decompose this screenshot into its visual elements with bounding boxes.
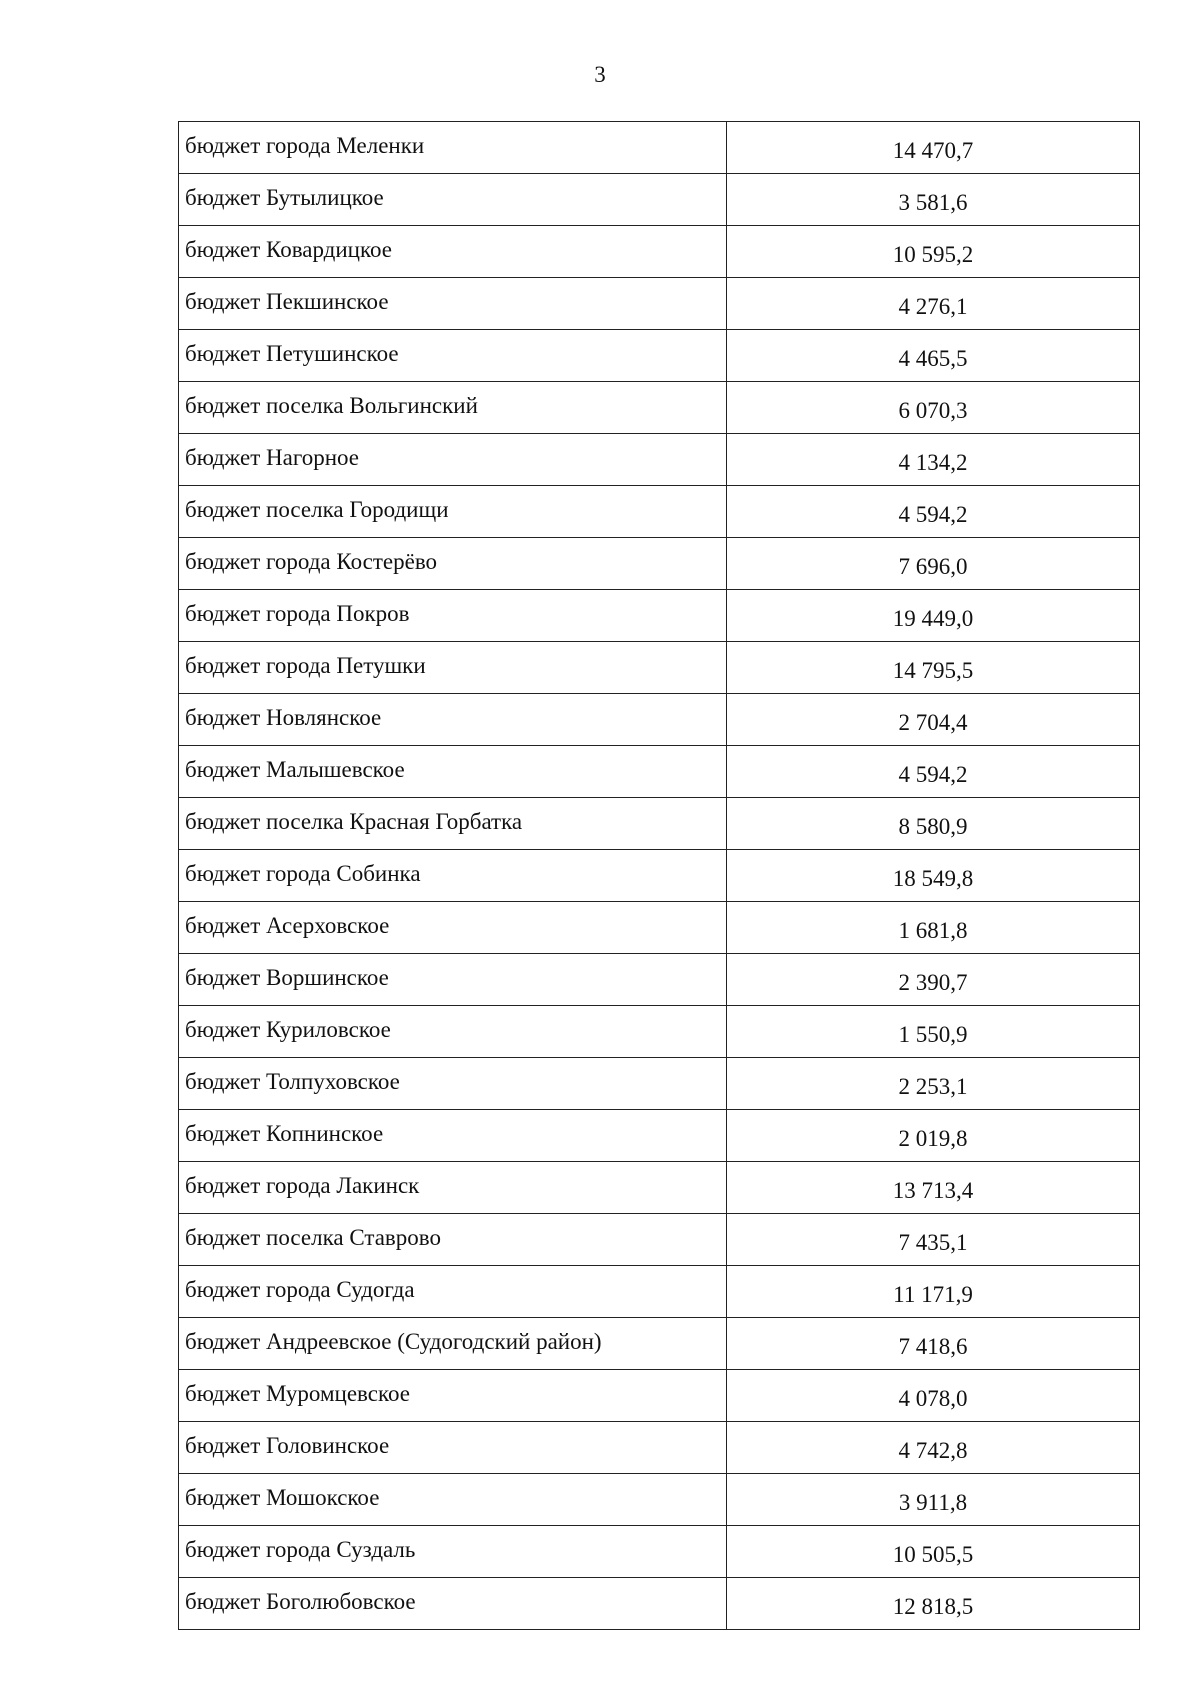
table-row: [179, 1318, 1140, 1370]
budget-name-cell: бюджет Нагорное: [179, 434, 727, 486]
table-row: [179, 1266, 1140, 1318]
budget-value-cell: 4 465,5: [727, 330, 1140, 382]
budget-name-cell: бюджет города Меленки: [179, 122, 727, 174]
table-row: [179, 850, 1140, 902]
budget-name-cell: бюджет Петушинское: [179, 330, 727, 382]
table-row: [179, 1370, 1140, 1422]
budget-name-cell: бюджет Головинское: [179, 1422, 727, 1474]
budget-value-cell: 18 549,8: [727, 850, 1140, 902]
budget-value-cell: 2 253,1: [727, 1058, 1140, 1110]
table-row: [179, 1006, 1140, 1058]
table-row: [179, 642, 1140, 694]
budget-value-cell: 7 418,6: [727, 1318, 1140, 1370]
budget-value-cell: 14 795,5: [727, 642, 1140, 694]
budget-name-cell: бюджет поселка Ставрово: [179, 1214, 727, 1266]
table-row: [179, 486, 1140, 538]
budget-name-cell: бюджет Боголюбовское: [179, 1578, 727, 1630]
budget-name-cell: бюджет Ковардицкое: [179, 226, 727, 278]
budget-value-cell: 13 713,4: [727, 1162, 1140, 1214]
budget-value-cell: 14 470,7: [727, 122, 1140, 174]
table-row: [179, 278, 1140, 330]
table-row: [179, 538, 1140, 590]
table-row: [179, 382, 1140, 434]
budget-value-cell: 7 696,0: [727, 538, 1140, 590]
budget-value-cell: 3 911,8: [727, 1474, 1140, 1526]
table-row: [179, 1058, 1140, 1110]
budget-name-cell: бюджет Пекшинское: [179, 278, 727, 330]
budget-name-cell: бюджет поселка Красная Горбатка: [179, 798, 727, 850]
table-row: [179, 226, 1140, 278]
budget-name-cell: бюджет Андреевское (Судогодский район): [179, 1318, 727, 1370]
table-row: [179, 798, 1140, 850]
budget-name-cell: бюджет города Суздаль: [179, 1526, 727, 1578]
budget-name-cell: бюджет Бутылицкое: [179, 174, 727, 226]
budget-name-cell: бюджет Толпуховское: [179, 1058, 727, 1110]
table-row: [179, 434, 1140, 486]
budget-value-cell: 6 070,3: [727, 382, 1140, 434]
budget-value-cell: 8 580,9: [727, 798, 1140, 850]
table-row: [179, 902, 1140, 954]
budget-value-cell: 19 449,0: [727, 590, 1140, 642]
budget-name-cell: бюджет поселка Городищи: [179, 486, 727, 538]
budget-value-cell: 4 742,8: [727, 1422, 1140, 1474]
table-row: [179, 1110, 1140, 1162]
table-row: [179, 954, 1140, 1006]
table-row: [179, 1526, 1140, 1578]
budget-table-body: [179, 122, 1140, 1630]
budget-name-cell: бюджет города Петушки: [179, 642, 727, 694]
budget-value-cell: 3 581,6: [727, 174, 1140, 226]
budget-name-cell: бюджет Куриловское: [179, 1006, 727, 1058]
page-number: 3: [594, 62, 606, 87]
table-row: [179, 1214, 1140, 1266]
budget-name-cell: бюджет Мошокское: [179, 1474, 727, 1526]
budget-name-cell: бюджет города Собинка: [179, 850, 727, 902]
budget-value-cell: 4 134,2: [727, 434, 1140, 486]
budget-name-cell: бюджет города Лакинск: [179, 1162, 727, 1214]
budget-value-cell: 4 276,1: [727, 278, 1140, 330]
table-row: [179, 330, 1140, 382]
table-row: [179, 746, 1140, 798]
table-row: [179, 1474, 1140, 1526]
budget-name-cell: бюджет города Костерёво: [179, 538, 727, 590]
budget-value-cell: 4 594,2: [727, 746, 1140, 798]
budget-name-cell: бюджет Копнинское: [179, 1110, 727, 1162]
budget-value-cell: 7 435,1: [727, 1214, 1140, 1266]
budget-value-cell: 1 681,8: [727, 902, 1140, 954]
table-row: [179, 122, 1140, 174]
budget-table: [178, 121, 1140, 1630]
budget-name-cell: бюджет Муромцевское: [179, 1370, 727, 1422]
budget-value-cell: 1 550,9: [727, 1006, 1140, 1058]
budget-value-cell: 10 595,2: [727, 226, 1140, 278]
budget-name-cell: бюджет города Покров: [179, 590, 727, 642]
budget-value-cell: 10 505,5: [727, 1526, 1140, 1578]
table-row: [179, 1162, 1140, 1214]
budget-value-cell: 2 390,7: [727, 954, 1140, 1006]
budget-value-cell: 4 594,2: [727, 486, 1140, 538]
budget-name-cell: бюджет Воршинское: [179, 954, 727, 1006]
budget-name-cell: бюджет поселка Вольгинский: [179, 382, 727, 434]
budget-name-cell: бюджет Малышевское: [179, 746, 727, 798]
budget-name-cell: бюджет Асерховское: [179, 902, 727, 954]
table-row: [179, 590, 1140, 642]
budget-name-cell: бюджет Новлянское: [179, 694, 727, 746]
table-row: [179, 694, 1140, 746]
budget-value-cell: 12 818,5: [727, 1578, 1140, 1630]
table-row: [179, 1578, 1140, 1630]
table-row: [179, 174, 1140, 226]
budget-value-cell: 2 704,4: [727, 694, 1140, 746]
budget-value-cell: 2 019,8: [727, 1110, 1140, 1162]
budget-name-cell: бюджет города Судогда: [179, 1266, 727, 1318]
budget-value-cell: 4 078,0: [727, 1370, 1140, 1422]
budget-value-cell: 11 171,9: [727, 1266, 1140, 1318]
table-row: [179, 1422, 1140, 1474]
